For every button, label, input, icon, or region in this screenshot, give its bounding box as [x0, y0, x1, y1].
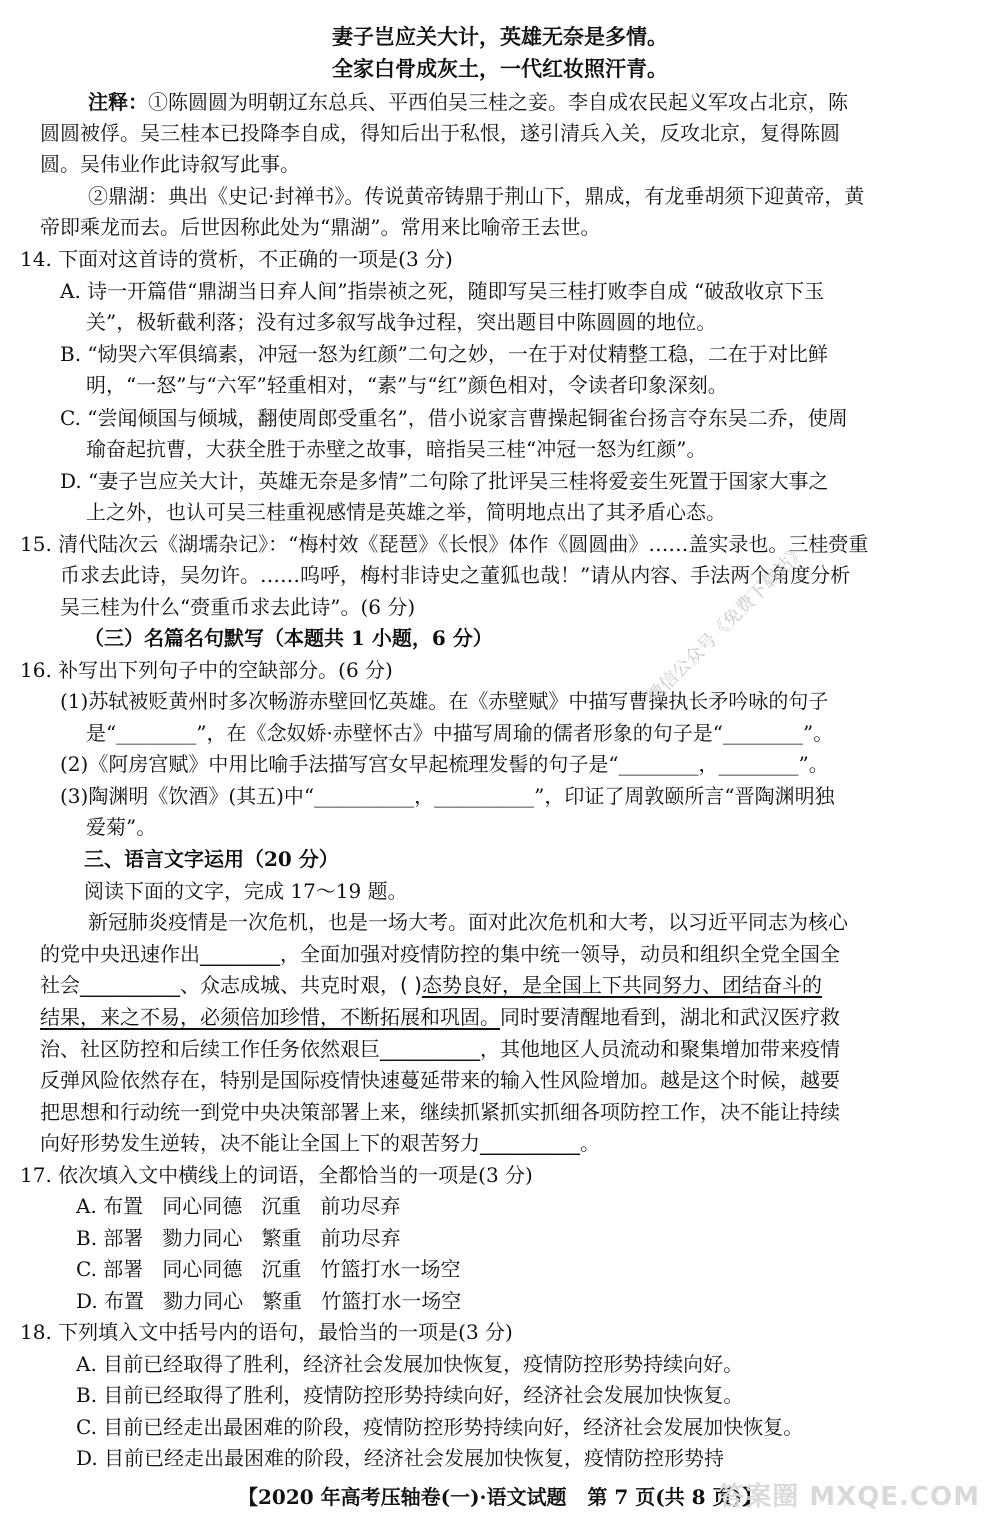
- passage-line-2: 的党中央迅速作出________，全面加强对疫情防控的集中统一领导，动员和组织全党全国全: [40, 942, 840, 966]
- q14-option-c-line-1: C. “尝闻倾国与倾城，翻使周郎受重名”，借小说家言曹操起铜雀台扬言夺东吴二乔，使周: [60, 406, 848, 430]
- q17-option-a: A. 布置 同心同德 沉重 前功尽弃: [76, 1194, 401, 1218]
- q14-stem: 14. 下面对这首诗的赏析，不正确的一项是(3 分): [20, 247, 453, 271]
- note-1-line-2: 圆圆被俘。吴三桂本已投降李自成，得知后出于私恨，遂引清兵入关，反攻北京，复得陈圆: [40, 121, 840, 145]
- reading-intro: 阅读下面的文字，完成 17～19 题。: [84, 879, 408, 903]
- passage-line-7: 把思想和行动统一到党中央决策部署上来，继续抓紧抓实抓细各项防控工作，决不能让持续: [40, 1100, 840, 1124]
- notes-label: 注释：: [88, 90, 148, 114]
- q17-option-b: B. 部署 勠力同心 繁重 前功尽弃: [76, 1226, 401, 1250]
- q14-option-b-line-1: B. “恸哭六军俱缟素，冲冠一怒为红颜”二句之妙，一在于对仗精整工稳，二在于对比鲜: [60, 342, 828, 366]
- passage-line-3: [40, 970, 1000, 1000]
- q16-part-3-line-1: (3)陶渊明《饮酒》(其五)中“__________，__________”，印证了周敦颐所言“晋陶渊明独: [60, 784, 835, 808]
- q14-option-d-line-2: 上之外，也认可吴三桂重视感情是英雄之举，简明地点出了其矛盾心态。: [86, 500, 726, 524]
- site-logo: 答案圈 MXQE.COM: [718, 1482, 980, 1512]
- part-3-title: 三、语言文字运用（20 分）: [84, 847, 339, 871]
- note-2-line-2: 帝即乘龙而去。后世因称此处为“鼎湖”。常用来比喻帝王去世。: [40, 215, 601, 239]
- passage-line-3-start: 社会__________、众志成城、共克时艰，( ): [40, 973, 422, 997]
- note-1-line-1: [88, 87, 1000, 117]
- passage-line-1: 新冠肺炎疫情是一次危机，也是一场大考。面对此次危机和大考，以习近平同志为核心: [88, 910, 848, 934]
- q16-part-1-line-2: 是“________”，在《念奴娇·赤壁怀古》中描写周瑜的儒者形象的句子是“________”。: [86, 721, 834, 745]
- q18-option-c: C. 目前已经走出最困难的阶段，疫情防控形势持续向好，经济社会发展加快恢复。: [76, 1415, 804, 1439]
- q18-option-b: B. 目前已经取得了胜利，疫情防控形势持续向好，经济社会发展加快恢复。: [76, 1383, 744, 1407]
- q18-option-a: A. 目前已经取得了胜利，经济社会发展加快恢复，疫情防控形势持续向好。: [76, 1352, 744, 1376]
- q16-part-3-line-2: 爱菊”。: [86, 815, 157, 839]
- q16-stem: 16. 补写出下列句子中的空缺部分。(6 分): [20, 658, 393, 682]
- q17-option-c: C. 部署 同心同德 沉重 竹篮打水一场空: [76, 1257, 461, 1281]
- watermark-text: 微信公众号《免费下载站》: [642, 540, 811, 708]
- q14-option-a-line-1: A. 诗一开篇借“鼎湖当日弃人间”指崇祯之死，随即写吴三桂打败李自成 “破敌收京下玉: [60, 279, 825, 303]
- q15-line-3: 吴三桂为什么“赍重币求去此诗”。(6 分): [60, 595, 416, 619]
- q18-stem: 18. 下列填入文中括号内的语句，最恰当的一项是(3 分): [20, 1320, 513, 1344]
- q15-line-1: 15. 清代陆次云《湖壖杂记》：“梅村效《琵琶》《长恨》体作《圆圆曲》……盖实录也。三桂赍重: [20, 532, 869, 556]
- passage-line-4-end: 同时要清醒地看到，湖北和武汉医疗救: [500, 1005, 840, 1029]
- passage-line-6: 反弹风险依然存在，特别是国际疫情快速蔓延带来的输入性风险增加。越是这个时候，越要: [40, 1068, 840, 1092]
- q15-line-2: 币求去此诗，吴勿许。……呜呼，梅村非诗史之董狐也哉！”请从内容、手法两个角度分析: [60, 563, 851, 587]
- q14-option-c-line-2: 瑜奋起抗曹，大获全胜于赤壁之故事，暗指吴三桂“冲冠一怒为红颜”。: [86, 437, 707, 461]
- passage-line-4: [40, 1002, 1000, 1032]
- passage-line-5: 治、社区防控和后续工作任务依然艰巨__________，其他地区人员流动和聚集增加带来疫情: [40, 1037, 840, 1061]
- note-2-line-1: ②鼎湖：典出《史记·封禅书》。传说黄帝铸鼎于荆山下，鼎成，有龙垂胡须下迎黄帝，黄: [88, 184, 865, 208]
- passage-underlined-2: 结果，来之不易，必须倍加珍惜，不断拓展和巩固。: [40, 1005, 500, 1029]
- note-1-text: ①陈圆圆为明朝辽东总兵、平西伯吴三桂之妾。李自成农民起义军攻占北京，陈: [148, 90, 848, 114]
- q14-option-d-line-1: D. “妻子岂应关大计，英雄无奈是多情”二句除了批评吴三桂将爱妾生死置于国家大事之: [60, 469, 829, 493]
- section-3-subtitle: （三）名篇名句默写（本题共 1 小题，6 分）: [84, 626, 493, 650]
- passage-underlined-1: 态势良好，是全国上下共同努力、团结奋斗的: [421, 973, 822, 997]
- q16-part-2: (2)《阿房宫赋》中用比喻手法描写宫女早起梳理发髻的句子是“________，________”。: [60, 752, 829, 776]
- page-footer: 【2020 年高考压轴卷(一)·语文试题 第 7 页(共 8 页)】: [237, 1485, 762, 1509]
- q18-option-d: D. 目前已经走出最困难的阶段，经济社会发展加快恢复，疫情防控形势持: [76, 1446, 725, 1470]
- passage-line-8: 向好形势发生逆转，决不能让全国上下的艰苦努力__________。: [40, 1131, 600, 1155]
- q14-option-b-line-2: 明，“一怒”与“六军”轻重相对，“素”与“红”颜色相对，令读者印象深刻。: [86, 373, 728, 397]
- q14-option-a-line-2: 关”，极斩截利落；没有过多叙写战争过程，突出题目中陈圆圆的地位。: [86, 310, 717, 334]
- poem-line-2: 全家白骨成灰土，一代红妆照汗青。: [332, 56, 668, 81]
- poem-line-1: 妻子岂应关大计，英雄无奈是多情。: [332, 24, 668, 49]
- q17-option-d: D. 布置 勠力同心 繁重 竹篮打水一场空: [76, 1289, 462, 1313]
- q16-part-1-line-1: (1)苏轼被贬黄州时多次畅游赤壁回忆英雄。在《赤壁赋》中描写曹操执长矛吟咏的句子: [60, 689, 829, 713]
- note-1-line-3: 圆。吴伟业作此诗叙写此事。: [40, 152, 300, 176]
- q17-stem: 17. 依次填入文中横线上的词语，全都恰当的一项是(3 分): [20, 1163, 533, 1187]
